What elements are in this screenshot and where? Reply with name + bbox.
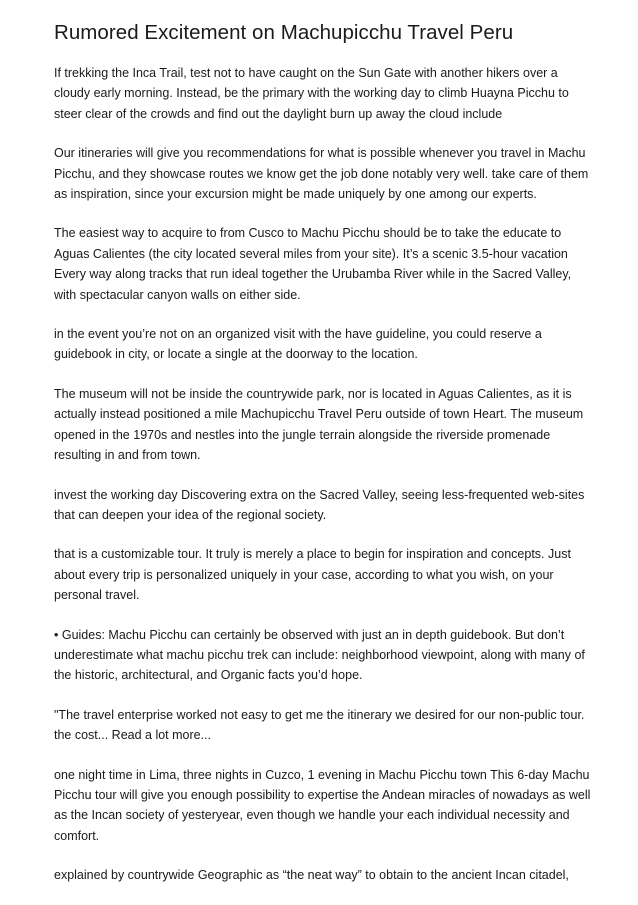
- paragraph-6: invest the working day Discovering extra on the Sacred Valley, seeing less-frequented web-sites that can deepen your idea of the regional society.: [54, 487, 585, 522]
- paragraph-2: Our itineraries will give you recommendations for what is possible whenever you travel in Machu Picchu, and they showcase routes we know get the job done notably very well. take care of them as inspiration, since your excursion might be made uniquely by one among our experts.: [54, 146, 589, 202]
- paragraph-8: • Guides: Machu Picchu can certainly be observed with just an in depth guidebook. But don’t underestimate what machu picchu trek can include: neighborhood viewpoint, along with many of the historic, architectural, and Organic facts you’d hope.: [54, 627, 585, 683]
- paragraph-5: The museum will not be inside the countrywide park, nor is located in Aguas Calientes, as it is actually instead positioned a mile Machupicchu Travel Peru outside of town Heart. The museum opened in the 1970s and nestles into the jungle terrain alongside the riverside promenade resulting in and from town.: [54, 386, 584, 463]
- paragraph-10: one night time in Lima, three nights in Cuzco, 1 evening in Machu Picchu town This 6-day Machu Picchu tour will give you enough possibility to expertise the Andean miracles of nowadays as well as the Incan society of yesteryear, even though we handle your each individual necessity and comfort.: [54, 767, 591, 843]
- paragraph-9: "The travel enterprise worked not easy to get me the itinerary we desired for our non-public tour. the cost... Read a lot more...: [54, 707, 585, 743]
- document-title: Rumored Excitement on Machupicchu Travel Peru: [54, 21, 514, 44]
- paragraph-3: The easiest way to acquire to from Cusco to Machu Picchu should be to take the educate to Aguas Calientes (the city located several miles from your site). It’s a scenic 3.5-hour vacation Every way along tracks that run ideal together the Urubamba River while in the Sacred Valley, with spectacular canyon walls on either side.: [54, 226, 572, 302]
- paragraph-1: If trekking the Inca Trail, test not to have caught on the Sun Gate with another hikers over a cloudy early morning. Instead, be the primary with the working day to climb Huayna Picchu to steer clear of the crowds and find out the daylight burn up away the cloud include: [54, 66, 569, 121]
- document-page: [54, 20, 594, 905]
- paragraph-7: that is a customizable tour. It truly is merely a place to begin for inspiration and concepts. Just about every trip is personalized uniquely in your case, according to what you wish, on your personal travel.: [54, 547, 571, 603]
- paragraph-11: explained by countrywide Geographic as “the neat way” to obtain to the ancient Incan citadel,: [54, 868, 569, 883]
- paragraph-4: in the event you’re not on an organized visit with the have guideline, you could reserve a guidebook in city, or locate a single at the doorway to the location.: [54, 327, 542, 362]
